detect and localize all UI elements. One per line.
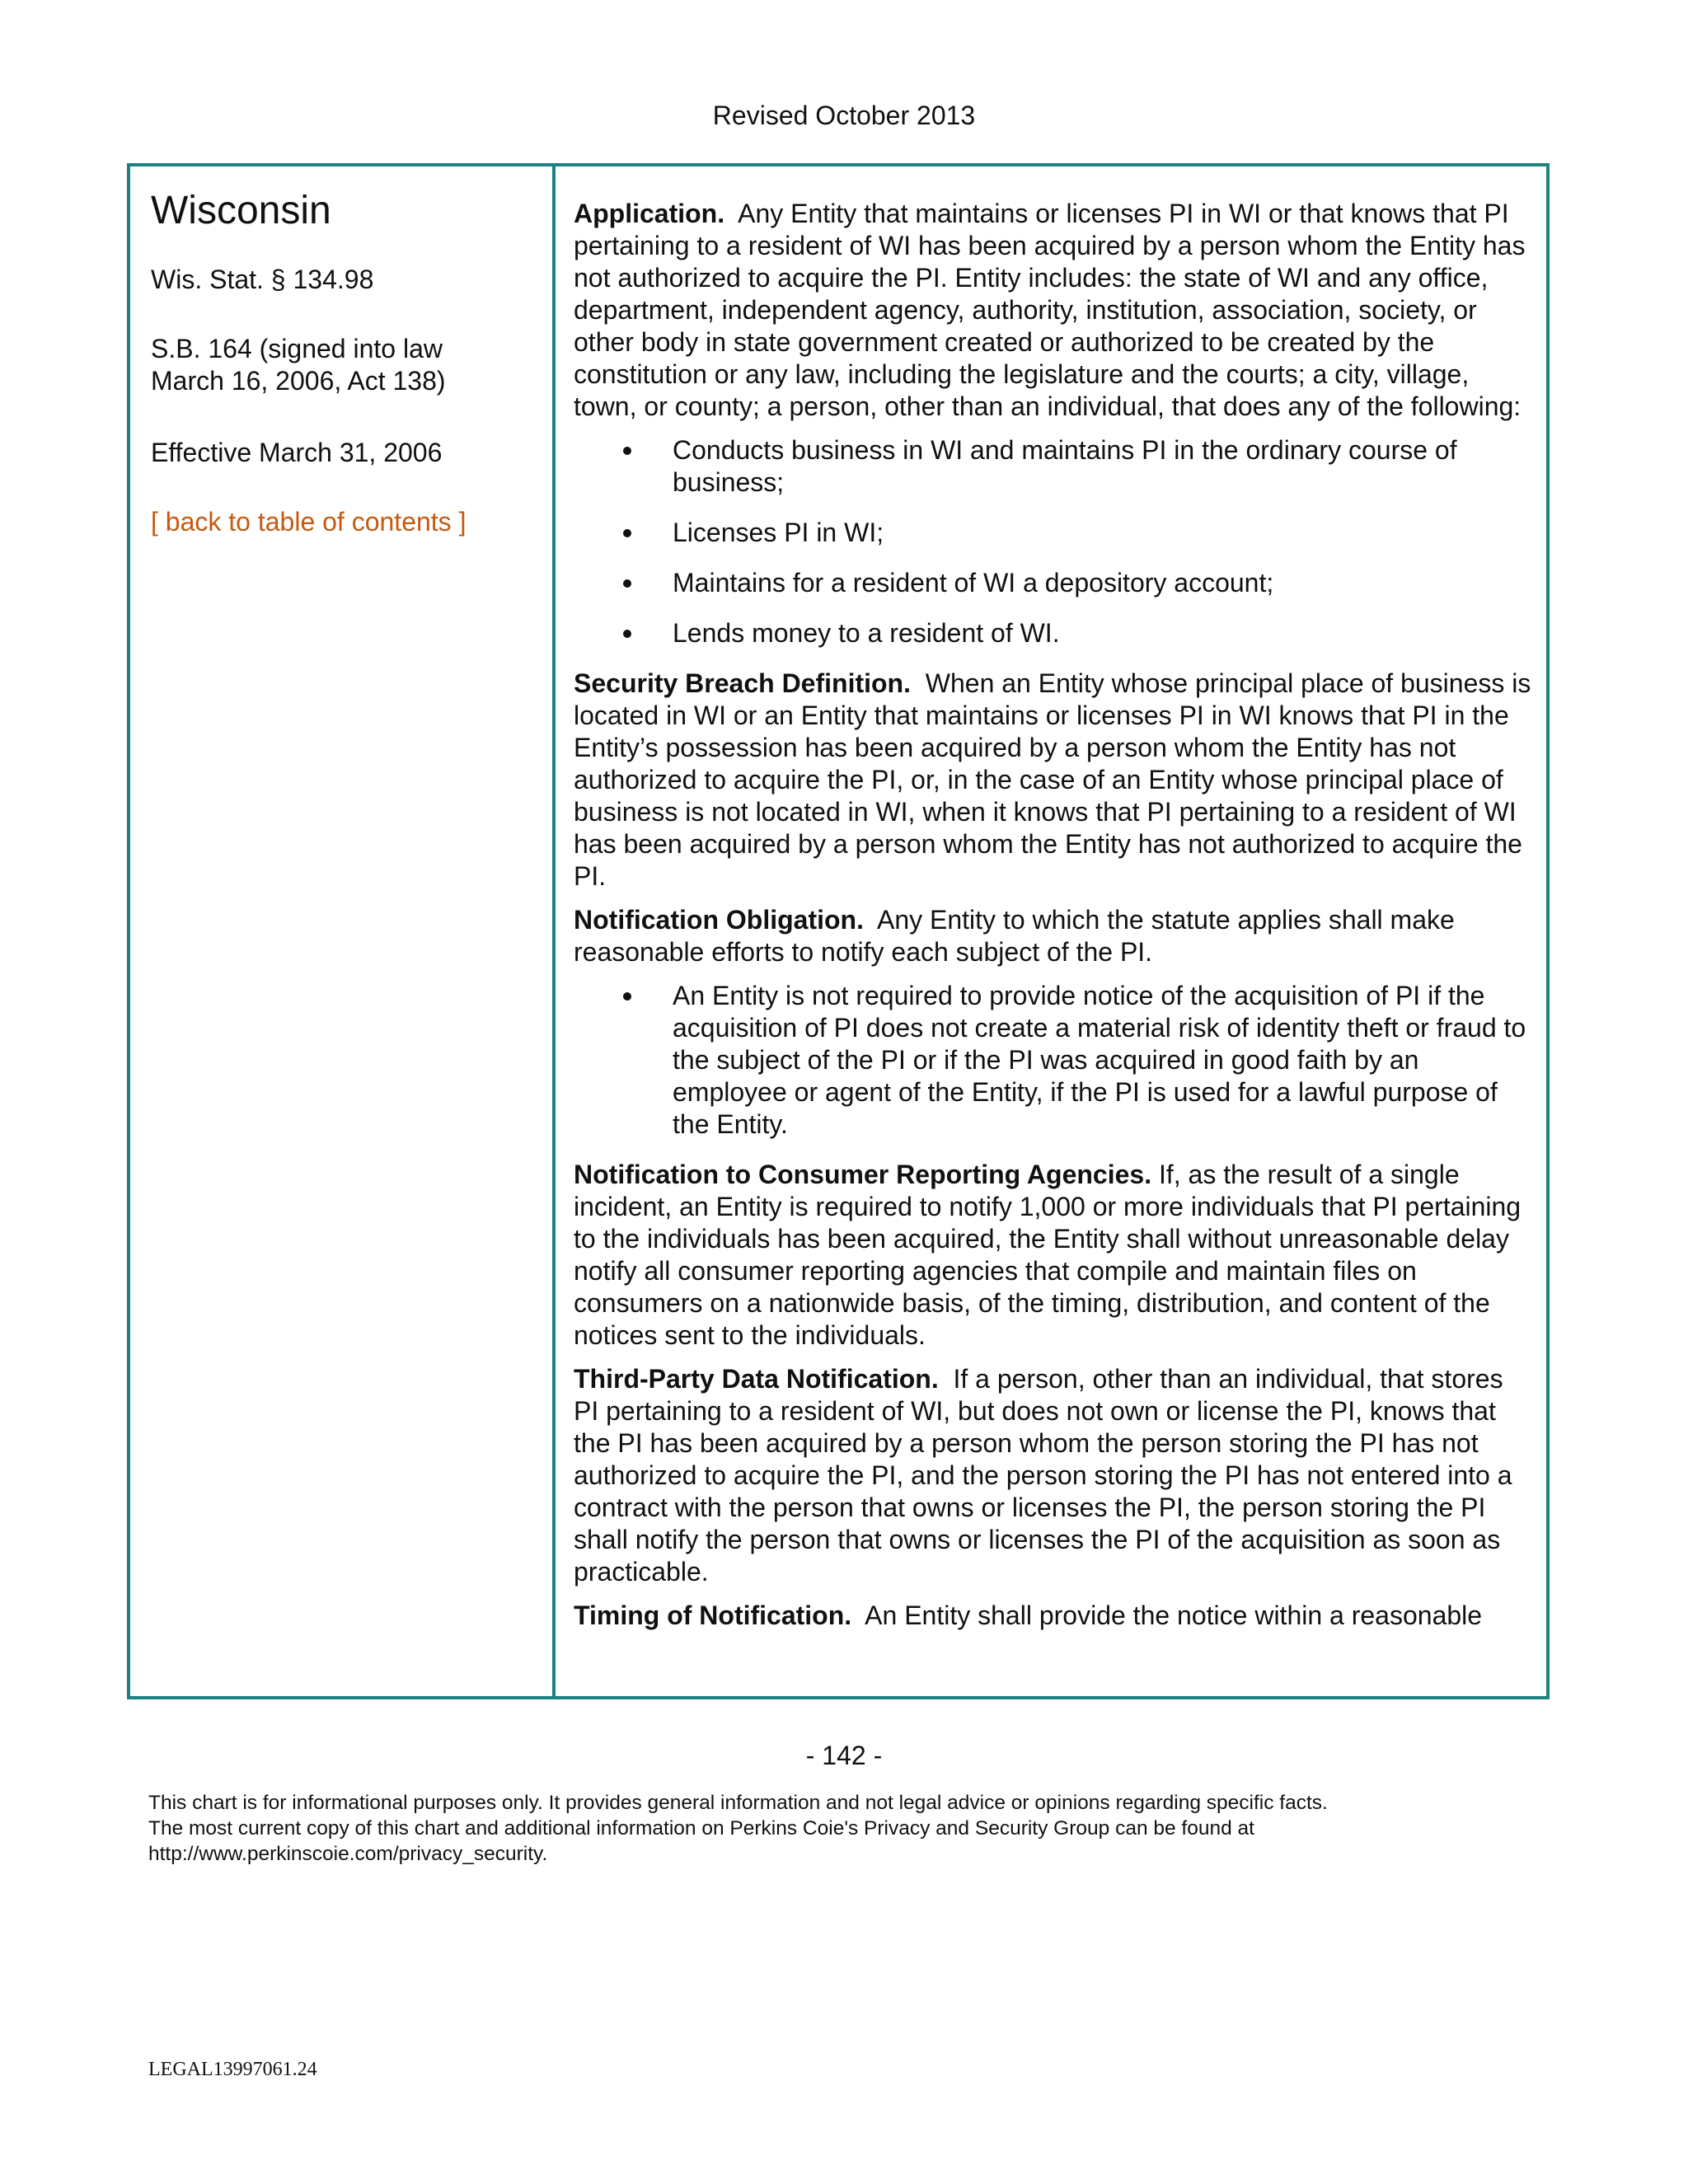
notification-bullets [574,980,1534,1141]
effective-date: Effective March 31, 2006 [151,438,443,467]
section-body: Any Entity that maintains or licenses PI in WI or that knows that PI pertaining to a resident of WI has been acquired by a person whom the Entity has not authorized to acquire the PI. Entity includes: the state of WI and any office, department, independent agency, authority, institution, association, society, or other body in state government created or authorized to be created by the constitution or any law, including the legislature and the courts; a city, village, town, or county; a person, other than an individual, that does any of the following: [574,199,1526,421]
consumer-reporting-section [574,1159,1534,1352]
notification-obligation-section [574,904,1534,968]
list-item: An Entity is not required to provide notice of the acquisition of PI if the acquisition of PI does not create a material risk of identity theft or fraud to the subject of the PI or if the PI was acquired in good faith by an employee or agent of the Entity, if the PI is used for a lawful purpose of the Entity. [673,980,1534,1141]
statute-citation: Wis. Stat. § 134.98 [151,265,374,294]
section-title: Timing of Notification. [574,1601,852,1630]
back-to-toc-link[interactable]: [ back to table of contents ] [151,507,467,537]
list-item: Conducts business in WI and maintains PI in the ordinary course of business; [673,434,1534,499]
disclaimer [148,1790,1550,1867]
section-body: If, as the result of a single incident, an Entity is required to notify 1,000 or more individuals that PI pertaining to the individuals has been acquired, the Entity shall without unreasonable delay notify all consumer reporting agencies that compile and maintain files on consumers on a nationwide basis, of the timing, distribution, and content of the notices sent to the individuals. [574,1160,1522,1350]
application-bullets [574,434,1534,649]
revised-date: Revised October 2013 [712,101,976,130]
disclaimer-line: The most current copy of this chart and additional information on Perkins Coie's Privacy and Security Group can be found at [148,1817,1254,1840]
third-party-section [574,1363,1534,1588]
document-id: LEGAL13997061.24 [148,2059,317,2080]
page-number: - 142 - [805,1741,883,1770]
section-title: Application. [574,199,725,228]
statute-details-column [574,198,1534,1643]
bill-line-2: March 16, 2006, Act 138) [151,366,446,396]
section-body: An Entity shall provide the notice within a reasonable [865,1601,1483,1630]
list-item: Licenses PI in WI; [673,517,1534,549]
disclaimer-url: http://www.perkinscoie.com/privacy_security. [148,1843,548,1865]
section-body: When an Entity whose principal place of business is located in WI or an Entity that maintains or licenses PI in WI knows that PI in the Entity’s possession has been acquired by a person whom the Entity has not authorized to acquire the PI, or, in the case of an Entity whose principal place of business is not located in WI, when it knows that PI pertaining to a resident of WI has been acquired by a person whom the Entity has not authorized to acquire the PI. [574,668,1531,891]
section-title: Security Breach Definition. [574,668,911,698]
state-name: Wisconsin [151,189,331,232]
bill-line-1: S.B. 164 (signed into law [151,334,443,363]
section-title: Notification to Consumer Reporting Agencies. [574,1160,1152,1189]
state-table [127,163,1550,1699]
list-item: Lends money to a resident of WI. [673,617,1534,649]
section-title: Third-Party Data Notification. [574,1364,939,1394]
column-divider [552,166,556,1696]
section-title: Notification Obligation. [574,905,864,935]
application-section [574,198,1534,423]
list-item: Maintains for a resident of WI a depository account; [673,567,1534,599]
section-body: If a person, other than an individual, that stores PI pertaining to a resident of WI, but does not own or license the PI, knows that the PI has been acquired by a person whom the person storing the PI has not authorized to acquire the PI, and the person storing the PI has not entered into a contract with the person that owns or licenses the PI, the person storing the PI shall notify the person that owns or licenses the PI of the acquisition as soon as practicable. [574,1364,1512,1586]
timing-section [574,1600,1534,1632]
breach-definition-section [574,668,1534,893]
disclaimer-line: This chart is for informational purposes only. It provides general information and not legal advice or opinions regarding specific facts. [148,1792,1328,1814]
section-body: Any Entity to which the statute applies shall make reasonable efforts to notify each subject of the PI. [574,905,1455,967]
